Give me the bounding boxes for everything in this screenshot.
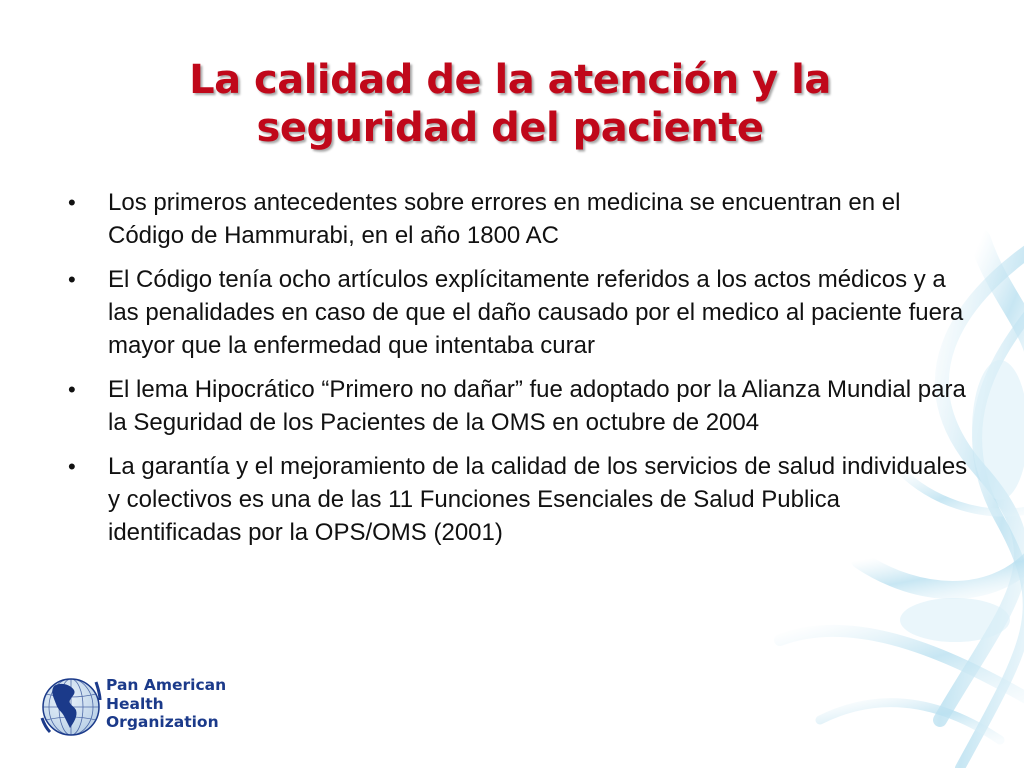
slide-title: La calidad de la atención y la seguridad del paciente [189, 57, 831, 151]
bullet-text: La garantía y el mejoramiento de la calidad de los servicios de salud individuales y colectivos es una de las 11 Funciones Esenciales de Salud Publica identificadas por la OPS/OMS (2001) [108, 453, 968, 546]
logo-line: Health [106, 694, 164, 713]
bullet-marker: • [68, 454, 76, 479]
paho-logo [40, 674, 300, 738]
bullet-marker: • [68, 377, 76, 402]
bullet-marker: • [68, 267, 76, 292]
bullet-marker: • [68, 190, 76, 215]
logo-wordmark [106, 676, 226, 732]
bullet-text: Los primeros antecedentes sobre errores en medicina se encuentran en el Código de Hammurabi, en el año 1800 AC [108, 189, 901, 249]
bullet-text: El lema Hipocrático “Primero no dañar” fue adoptado por la Alianza Mundial para la Seguridad de los Pacientes de la OMS en octubre de 2004 [108, 376, 966, 436]
logo-line: Pan American [106, 676, 227, 694]
bullet-list [66, 186, 976, 560]
bullet-item [66, 186, 976, 252]
bullet-item [66, 450, 976, 549]
bullet-item [66, 373, 976, 439]
bullet-text: El Código tenía ocho artículos explícitamente referidos a los actos médicos y a las penalidades en caso de que el daño causado por el medico al paciente fuera mayor que la enfermedad que intentaba curar [108, 266, 964, 359]
logo-line: Organization [106, 713, 219, 731]
globe-americas-icon [40, 674, 102, 738]
bullet-item [66, 263, 976, 362]
